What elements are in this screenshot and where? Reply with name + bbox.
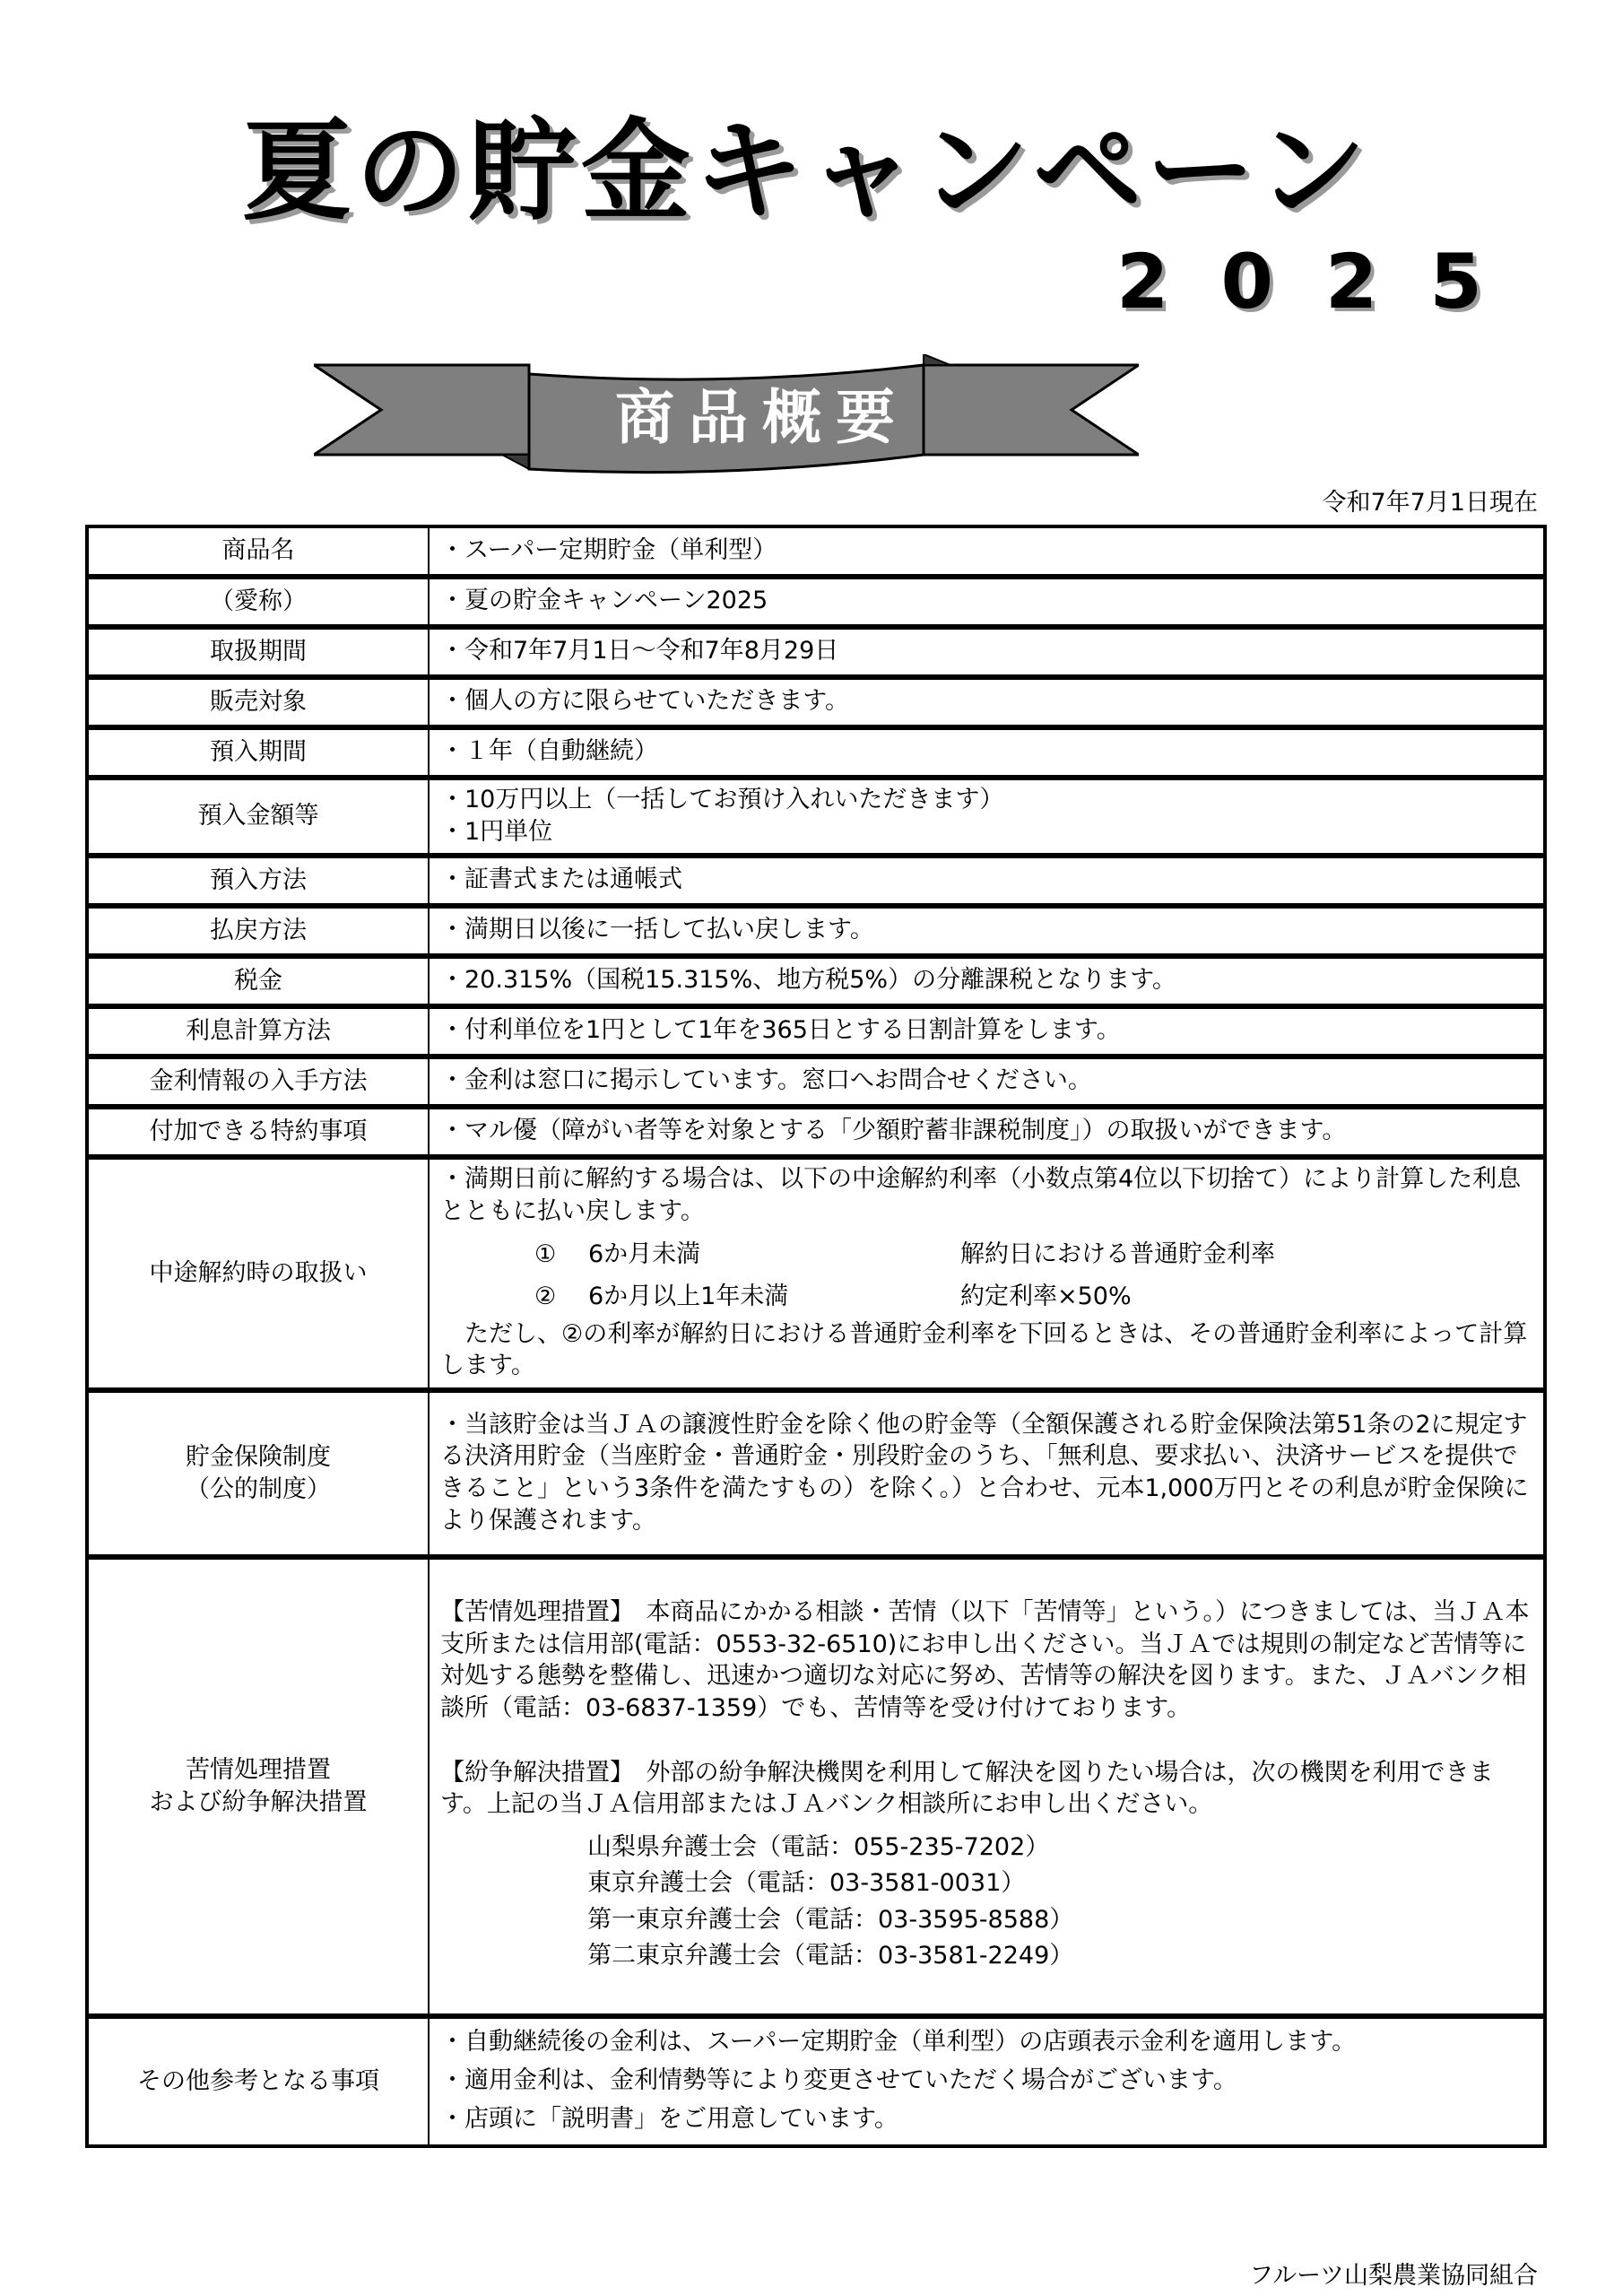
label-deposit-insurance — [87, 1390, 429, 1557]
row-rate-info — [87, 1057, 1545, 1107]
complaints-label-1: 苦情処理措置 — [186, 1755, 331, 1784]
early-termination-item-1 — [440, 1239, 1536, 1271]
deposit-insurance-label-2: （公的制度） — [186, 1475, 331, 1503]
org-daini-tokyo: 第二東京弁護士会（電話：03-3581-2249） — [587, 1942, 1074, 1970]
value-deposit-insurance: ・当該貯金は当ＪＡの譲渡性貯金を除く他の貯金等（全額保護される貯金保険法第51条の2に規定する決済用貯金（当座貯金・普通貯金・別段貯金のうち、「無利息、要求払い、決済サービスを提供できること」という3条件を満たすもの）を除く。）と合わせ、元本1,000万円とその利息が貯金保険により保護されます。 — [429, 1390, 1545, 1557]
label-amount: 預入金額等 — [87, 778, 429, 856]
label-other: その他参考となる事項 — [87, 2016, 429, 2146]
row-amount — [87, 778, 1545, 856]
item-2-number: ② — [534, 1283, 557, 1311]
value-target: ・個人の方に限らせていただきます。 — [429, 677, 1545, 727]
label-rate-info: 金利情報の入手方法 — [87, 1057, 429, 1107]
item-2-rate: 約定利率×50% — [960, 1283, 1132, 1311]
early-termination-note: ただし、②の利率が解約日における普通貯金利率を下回るときは、その普通貯金利率によって計算します。 — [440, 1319, 1528, 1380]
label-target: 販売対象 — [87, 677, 429, 727]
label-product-name: 商品名 — [87, 526, 429, 577]
label-period: 取扱期間 — [87, 627, 429, 677]
complaints-label-2: および紛争解決措置 — [149, 1788, 368, 1816]
as-of-date: 令和7年7月1日現在 — [1322, 489, 1538, 517]
early-termination-item-2 — [440, 1281, 1536, 1313]
label-term: 預入期間 — [87, 727, 429, 778]
org-daiichi-tokyo: 第一東京弁護士会（電話：03-3595-8588） — [587, 1905, 1074, 1934]
label-repayment: 払戻方法 — [87, 906, 429, 956]
row-special — [87, 1107, 1545, 1157]
row-interest-calc — [87, 1006, 1545, 1057]
ribbon-right-fold — [924, 354, 950, 365]
deposit-insurance-label-1: 貯金保険制度 — [186, 1442, 331, 1471]
value-repayment: ・満期日以後に一括して払い戻します。 — [429, 906, 1545, 956]
item-1-number: ① — [534, 1239, 557, 1268]
row-term — [87, 727, 1545, 778]
value-complaints — [429, 1557, 1545, 2016]
amount-line-2: ・1円単位 — [440, 817, 553, 846]
row-target — [87, 677, 1545, 727]
ribbon-left-fold — [502, 455, 529, 469]
row-period — [87, 627, 1545, 677]
item-2-period: 6か月以上1年未満 — [588, 1283, 789, 1311]
value-tax: ・20.315%（国税15.315%、地方税5%）の分離課税となります。 — [429, 956, 1545, 1006]
label-early-termination: 中途解約時の取扱い — [87, 1157, 429, 1390]
value-nickname: ・夏の貯金キャンペーン2025 — [429, 577, 1545, 627]
label-complaints — [87, 1557, 429, 2016]
row-product-name — [87, 526, 1545, 577]
other-line-3: ・店頭に「説明書」をご用意しています。 — [440, 2105, 898, 2134]
value-period: ・令和7年7月1日～令和7年8月29日 — [429, 627, 1545, 677]
value-product-name: ・スーパー定期貯金（単利型） — [429, 526, 1545, 577]
other-line-1: ・自動継続後の金利は、スーパー定期貯金（単利型）の店頭表示金利を適用します。 — [440, 2028, 1357, 2056]
section-label: 商品概要 — [615, 383, 909, 452]
label-nickname: （愛称） — [87, 577, 429, 627]
value-other — [429, 2016, 1545, 2146]
amount-line-1: ・10万円以上（一括してお預け入れいただきます） — [440, 786, 1004, 813]
ribbon-left-tail — [314, 365, 529, 455]
organization-name: フルーツ山梨農業協同組合 — [1249, 2262, 1538, 2290]
row-complaints — [87, 1557, 1545, 2016]
value-rate-info: ・金利は窓口に掲示しています。窓口へお問合せください。 — [429, 1057, 1545, 1107]
other-line-2: ・適用金利は、金利情勢等により変更させていただく場合がございます。 — [440, 2066, 1237, 2095]
org-tokyo: 東京弁護士会（電話：03-3581-0031） — [587, 1869, 1026, 1898]
value-early-termination — [429, 1157, 1545, 1390]
page-title: 夏の貯金キャンペーン — [242, 108, 1370, 235]
campaign-year: 2025 — [1116, 238, 1534, 326]
label-special: 付加できる特約事項 — [87, 1107, 429, 1157]
value-term: ・１年（自動継続） — [429, 727, 1545, 778]
row-deposit-insurance — [87, 1390, 1545, 1557]
product-summary-table — [85, 525, 1547, 2148]
row-repayment — [87, 906, 1545, 956]
row-nickname — [87, 577, 1545, 627]
label-method: 預入方法 — [87, 856, 429, 906]
value-amount — [429, 778, 1545, 856]
complaints-para-1: 【苦情処理措置】 本商品にかかる相談・苦情（以下「苦情等」という。）につきましては、当ＪＡ本支所または信用部(電話：0553-32-6510)にお申し出ください。当ＪＡでは規則の制定など苦情等に対処する態勢を整備し、迅速かつ適切な対応に努め、苦情等の解決を図ります。また、ＪＡバンク相談所（電話：03-6837-1359）でも、苦情等を受け付けております。 — [440, 1598, 1530, 1722]
early-termination-intro: ・満期日前に解約する場合は、以下の中途解約利率（小数点第4位以下切捨て）により計算した利息とともに払い戻します。 — [440, 1165, 1522, 1225]
label-tax: 税金 — [87, 956, 429, 1006]
item-1-period: 6か月未満 — [588, 1239, 701, 1268]
value-special: ・マル優（障がい者等を対象とする「少額貯蓄非課税制度」）の取扱いができます。 — [429, 1107, 1545, 1157]
item-1-rate: 解約日における普通貯金利率 — [960, 1239, 1275, 1268]
row-tax — [87, 956, 1545, 1006]
row-early-termination — [87, 1157, 1545, 1390]
complaints-para-2: 【紛争解決措置】 外部の紛争解決機関を利用して解決を図りたい場合は，次の機関を利用できます。上記の当ＪＡ信用部またはＪＡバンク相談所にお申し出ください。 — [440, 1758, 1494, 1819]
row-other — [87, 2016, 1545, 2146]
org-yamanashi: 山梨県弁護士会（電話：055-235-7202） — [587, 1832, 1050, 1861]
label-interest-calc: 利息計算方法 — [87, 1006, 429, 1057]
value-interest-calc: ・付利単位を1円として1年を365日とする日割計算をします。 — [429, 1006, 1545, 1057]
value-method: ・証書式または通帳式 — [429, 856, 1545, 906]
row-method — [87, 856, 1545, 906]
